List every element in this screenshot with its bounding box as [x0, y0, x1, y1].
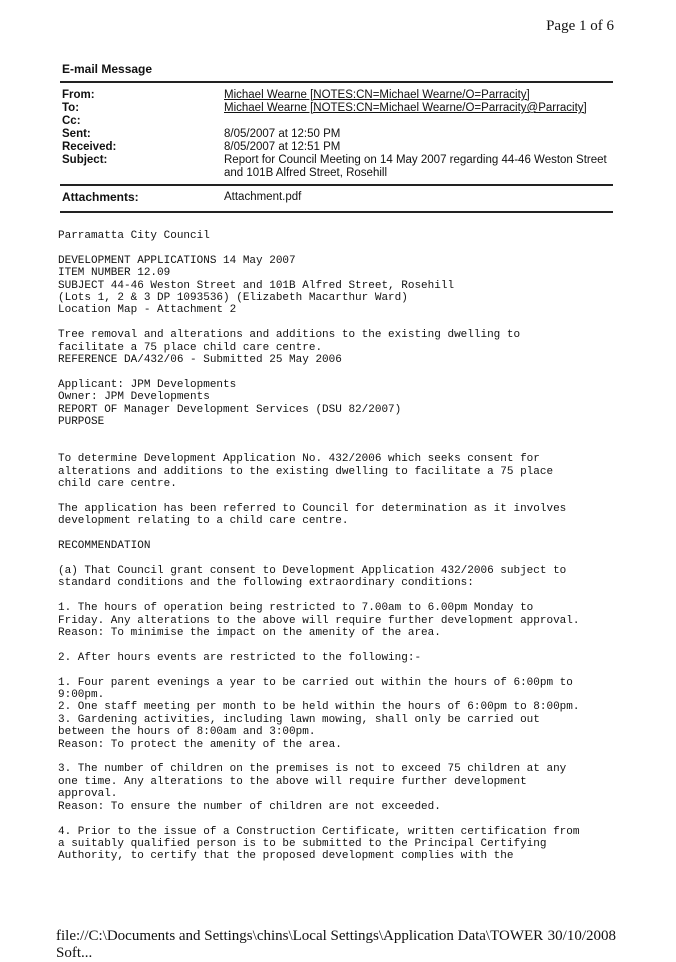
- sent-value: 8/05/2007 at 12:50 PM: [224, 128, 341, 140]
- header-top-rule: [60, 81, 613, 83]
- attachments-rule: [60, 211, 613, 213]
- attachment-link[interactable]: Attachment.pdf: [224, 191, 302, 203]
- to-value[interactable]: Michael Wearne [NOTES:CN=Michael Wearne/O=Parracity@Parracity]: [224, 102, 587, 114]
- sent-label: Sent:: [62, 128, 91, 140]
- footer-date: 30/10/2008: [547, 928, 616, 944]
- footer-path: file://C:\Documents and Settings\chins\Local Settings\Application Data\TOWER Soft...: [56, 928, 544, 961]
- subject-value: Report for Council Meeting on 14 May 2007 regarding 44-46 Weston Street and 101B Alfred Street, Rosehill: [224, 154, 607, 179]
- to-label: To:: [62, 102, 80, 114]
- header-bottom-rule: [60, 184, 613, 186]
- header-labels: [62, 89, 116, 167]
- header-values: [224, 89, 614, 180]
- from-label: From:: [62, 89, 95, 101]
- received-value: 8/05/2007 at 12:51 PM: [224, 141, 341, 153]
- cc-value: [224, 115, 614, 128]
- cc-label: Cc:: [62, 115, 81, 127]
- received-label: Received:: [62, 141, 117, 153]
- footer: [56, 928, 616, 962]
- attachments-label: Attachments:: [62, 190, 139, 204]
- page-number: Page 1 of 6: [546, 18, 614, 34]
- message-body: Parramatta City Council DEVELOPMENT APPLICATIONS 14 May 2007 ITEM NUMBER 12.09 SUBJECT 44-46 Weston Street and 101B Alfred Street, Rosehill (Lots 1, 2 & 3 DP 1093536) (Elizabeth Macarthur Ward) Location Map - Attachment 2 Tree removal and alterations and additions to the existing dwelling to facilitate a 75 place child care centre. REFERENCE DA/432/06 - Submitted 25 May 2006 Applicant: JPM Developments Owner: JPM Developments REPORT OF Manager Development Services (DSU 82/2007) PURPOSE To determine Development Application No. 432/2006 which seeks consent for alterations and additions to the existing dwelling to facilitate a 75 place child care centre. The application has been referred to Council for determination as it involves development relating to a child care centre. RECOMMENDATION (a) That Council grant consent to Development Application 432/2006 subject to standard conditions and the following extraordinary conditions: 1. The hours of operation being restricted to 7.00am to 6.00pm Monday to Friday. Any alterations to the above will require further development approval. Reason: To minimise the impact on the amenity of the area. 2. After hours events are restricted to the following:- 1. Four parent evenings a year to be carried out within the hours of 6:00pm to 9:00pm. 2. One staff meeting per month to be held within the hours of 6:00pm to 8:00pm. 3. Gardening activities, including lawn mowing, shall only be carried out between the hours of 8:00am and 3:00pm. Reason: To protect the amenity of the area. 3. The number of children on the premises is not to exceed 75 children at any one time. Any alterations to the above will require further development approval. Reason: To ensure the number of children are not exceeded. 4. Prior to the issue of a Construction Certificate, written certification from a suitably qualified person is to be submitted to the Principal Certifying Authority, to certify that the proposed development complies with the: [58, 230, 580, 863]
- email-heading: E-mail Message: [62, 62, 153, 76]
- from-value[interactable]: Michael Wearne [NOTES:CN=Michael Wearne/O=Parracity]: [224, 89, 530, 101]
- subject-label: Subject:: [62, 154, 108, 166]
